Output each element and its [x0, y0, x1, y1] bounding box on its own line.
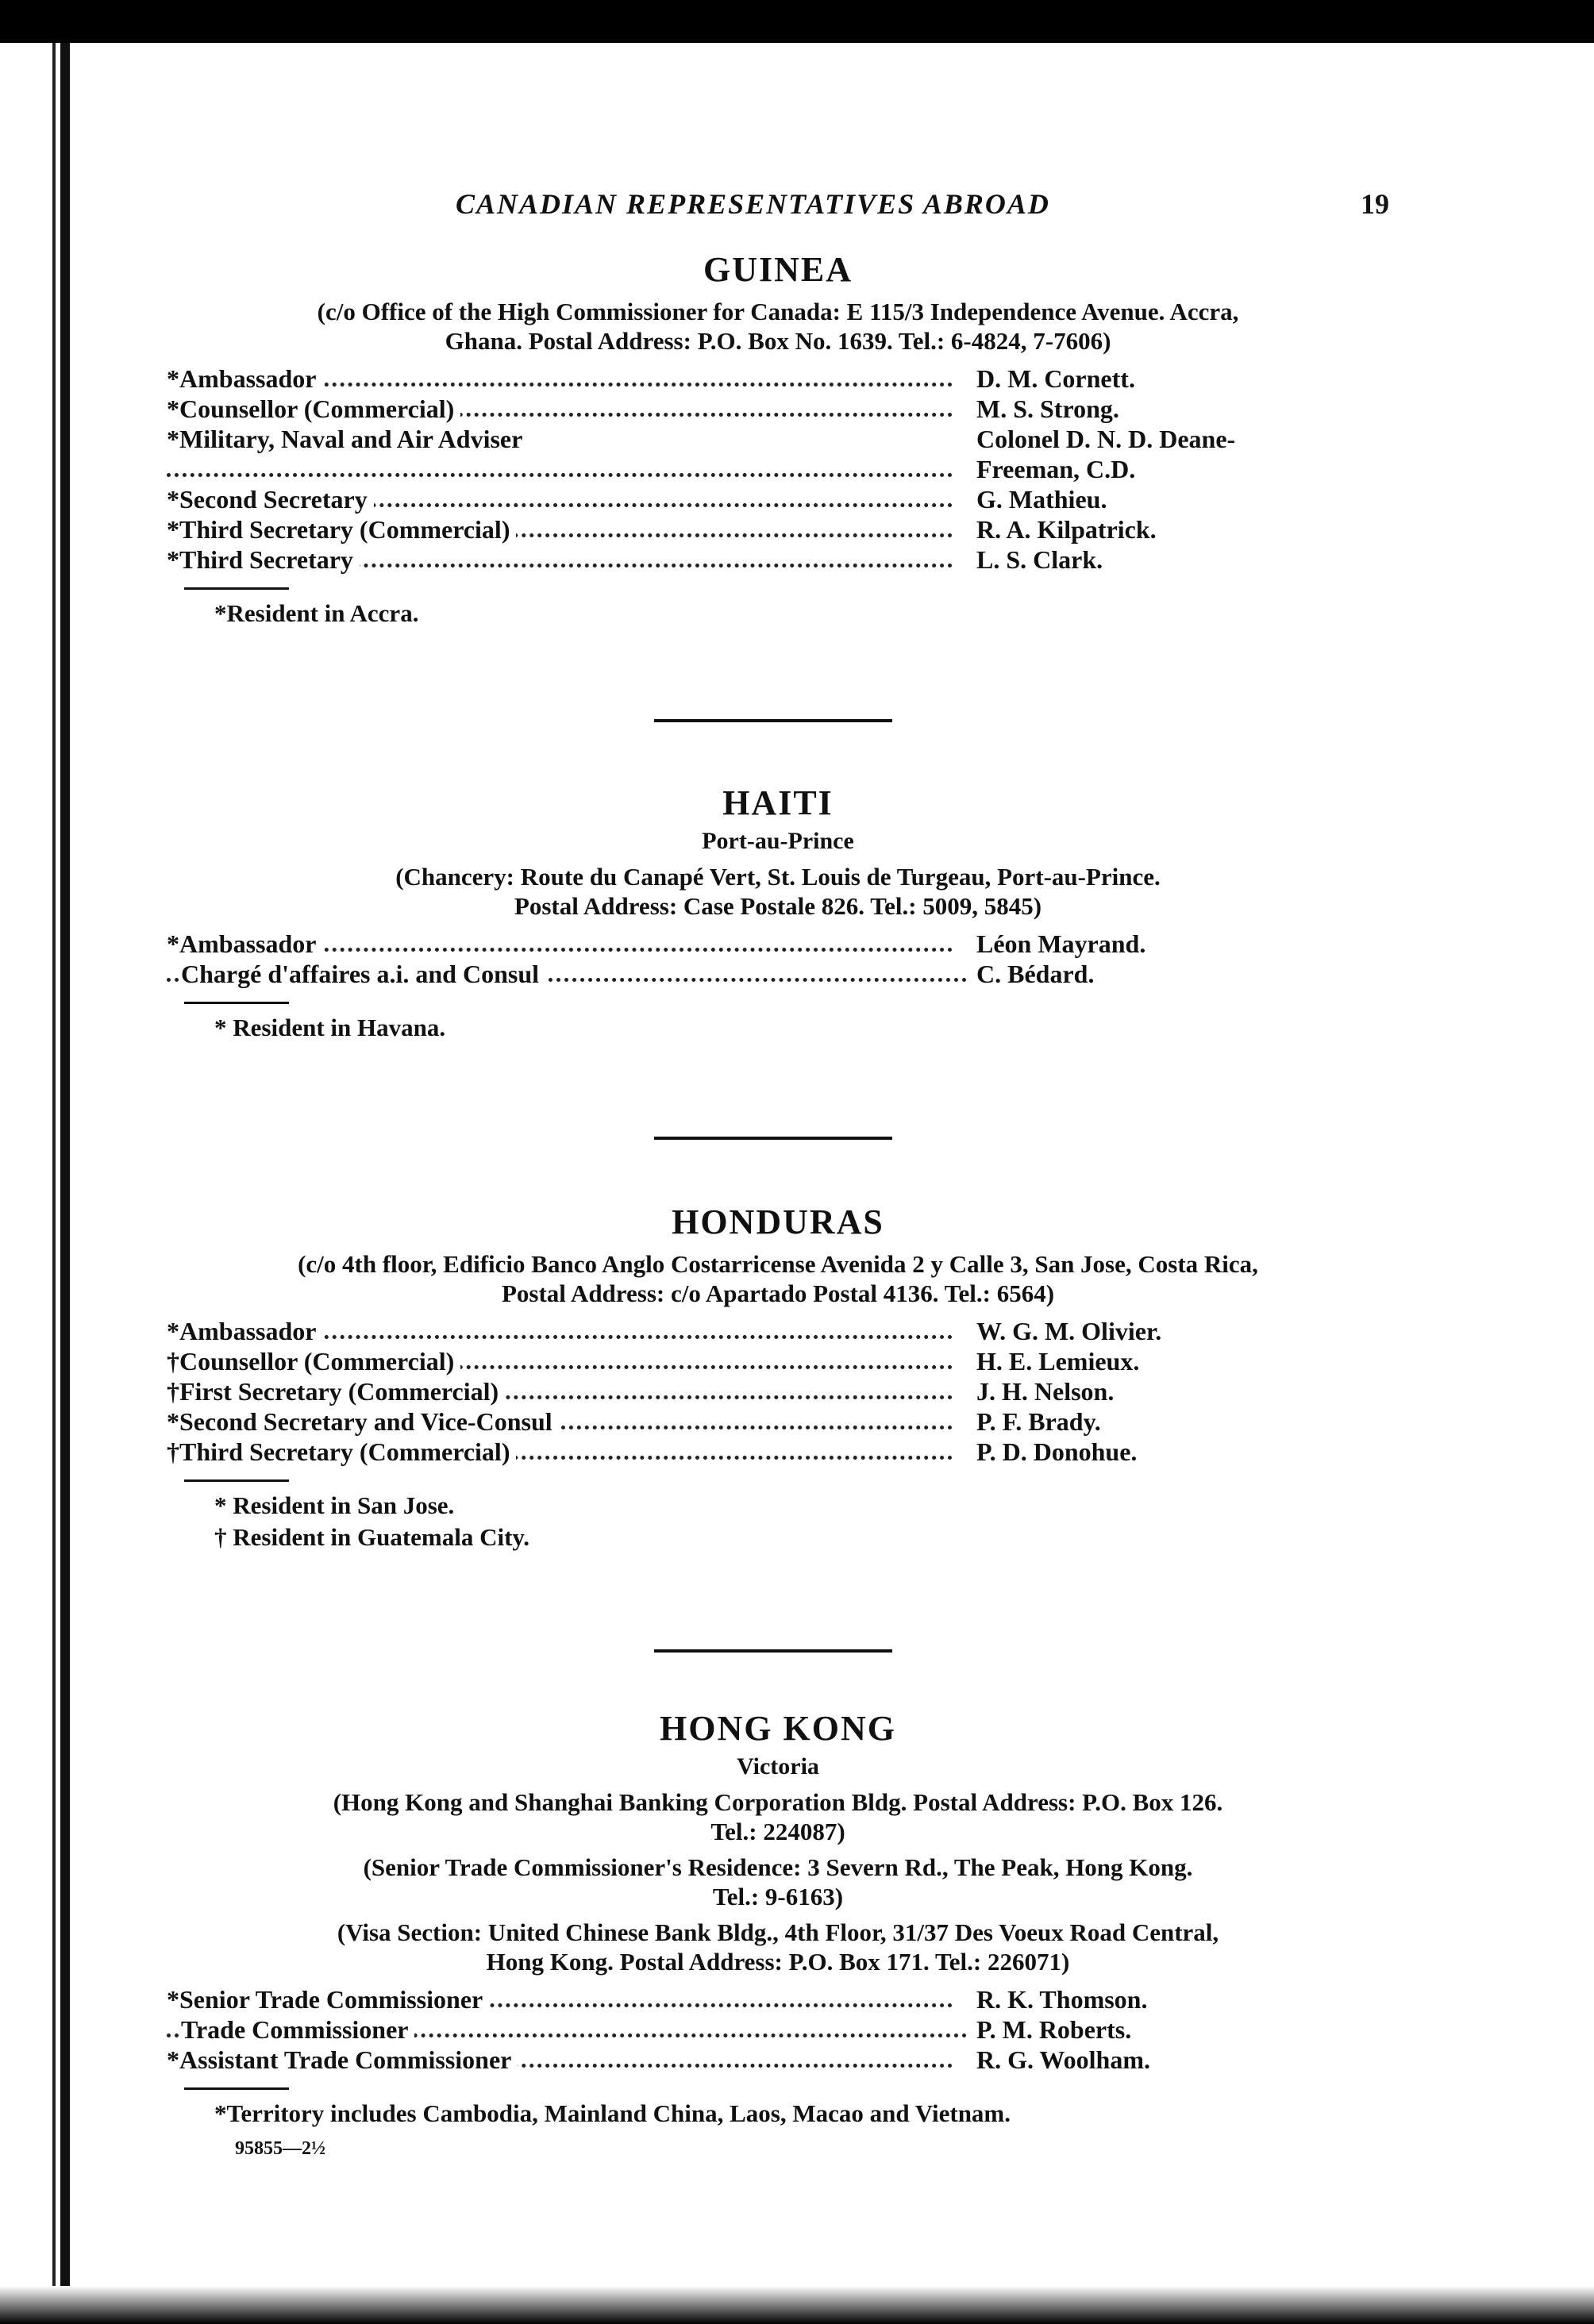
footnote: † Resident in Guatemala City. [214, 1523, 529, 1551]
staff-row [167, 424, 1389, 484]
country-heading: HAITI [722, 783, 834, 822]
position-label: *Ambassador [167, 929, 322, 958]
position-label: *Assistant Trade Commissioner [167, 2045, 518, 2074]
section-divider [654, 719, 892, 722]
footnote-rule [184, 587, 289, 590]
position-label: *Second Secretary and Vice-Consul [167, 1407, 559, 1436]
staff-name: W. G. M. Olivier. [976, 1317, 1162, 1345]
staff-name: R. A. Kilpatrick. [976, 515, 1157, 544]
country-heading: GUINEA [703, 250, 853, 289]
footnote: * Resident in Havana. [214, 1014, 446, 1041]
footnote: *Resident in Accra. [214, 599, 419, 627]
footnote-rule [184, 1002, 289, 1004]
section-guinea [167, 248, 1389, 629]
staff-name: R. G. Woolham. [976, 2045, 1150, 2074]
footnote-rule [184, 2087, 289, 2090]
staff-row [167, 514, 1389, 544]
position-label: Trade Commissioner [181, 2015, 414, 2044]
staff-name: P. M. Roberts. [976, 2015, 1132, 2044]
country-heading: HONDURAS [672, 1202, 884, 1241]
position-label: *Counsellor (Commercial) [167, 394, 460, 423]
address-line: Postal Address: Case Postale 826. Tel.: 5009, 5845) [514, 892, 1042, 920]
address-line: Postal Address: c/o Apartado Postal 4136. Tel.: 6564) [501, 1279, 1055, 1307]
staff-list [167, 1316, 1389, 1467]
footnote-rule [184, 1479, 289, 1482]
address-line: Tel.: 9-6163) [712, 1883, 844, 1910]
address-line: (Senior Trade Commissioner's Residence: 3 Severn Rd., The Peak, Hong Kong. [363, 1853, 1193, 1881]
staff-name: R. K. Thomson. [976, 1985, 1148, 2014]
address-line: (c/o 4th floor, Edificio Banco Anglo Costarricense Avenida 2 y Calle 3, San Jose, Costa Rica, [298, 1250, 1258, 1278]
section-hong-kong [167, 1706, 1389, 2130]
position-label: *Ambassador [167, 1317, 322, 1345]
staff-name: Léon Mayrand. [976, 929, 1146, 958]
position-label: *Senior Trade Commissioner [167, 1985, 489, 2014]
position-label: *Ambassador [167, 364, 322, 393]
staff-name: M. S. Strong. [976, 394, 1119, 423]
document-page [167, 0, 1389, 2324]
footnote: *Territory includes Cambodia, Mainland China, Laos, Macao and Vietnam. [214, 2099, 1011, 2127]
address-block [167, 1918, 1389, 1976]
position-label: †First Secretary (Commercial) [167, 1377, 505, 1406]
address-line: (Hong Kong and Shanghai Banking Corporation Bldg. Postal Address: P.O. Box 126. [333, 1788, 1223, 1816]
section-divider [654, 1649, 892, 1653]
position-label: *Third Secretary [167, 545, 360, 574]
staff-name: G. Mathieu. [976, 485, 1107, 514]
staff-row [167, 1316, 1389, 1346]
address-line: Hong Kong. Postal Address: P.O. Box 171. Tel.: 226071) [486, 1948, 1070, 1976]
position-label: †Third Secretary (Commercial) [167, 1437, 516, 1466]
running-header [167, 187, 1389, 222]
running-title: CANADIAN REPRESENTATIVES ABROAD [456, 188, 1050, 220]
staff-row [167, 959, 1389, 989]
address-line: Tel.: 224087) [710, 1818, 845, 1845]
address-line: (Chancery: Route du Canapé Vert, St. Louis de Turgeau, Port-au-Prince. [395, 863, 1161, 891]
staff-row [167, 544, 1389, 575]
staff-name: P. F. Brady. [976, 1407, 1101, 1436]
position-label: *Military, Naval and Air Adviser [167, 425, 529, 453]
staff-row [167, 394, 1389, 424]
staff-row [167, 1376, 1389, 1406]
address-block [167, 862, 1389, 921]
page-number: 19 [1361, 188, 1389, 220]
address-line: (Visa Section: United Chinese Bank Bldg., 4th Floor, 31/37 Des Voeux Road Central, [337, 1918, 1219, 1946]
position-label: *Second Secretary [167, 485, 374, 514]
staff-row [167, 1406, 1389, 1437]
address-line: (c/o Office of the High Commissioner for Canada: E 115/3 Independence Avenue. Accra, [317, 298, 1239, 325]
staff-row [167, 484, 1389, 514]
address-line: Ghana. Postal Address: P.O. Box No. 1639. Tel.: 6-4824, 7-7606) [445, 327, 1111, 355]
staff-row [167, 1437, 1389, 1467]
staff-name: J. H. Nelson. [976, 1377, 1115, 1406]
print-code: 95855—2½ [235, 2138, 325, 2159]
address-block [167, 1249, 1389, 1308]
staff-row [167, 364, 1389, 394]
staff-row [167, 1984, 1389, 2014]
country-heading: HONG KONG [660, 1709, 896, 1748]
footnote: * Resident in San Jose. [214, 1491, 455, 1519]
staff-list [167, 929, 1389, 989]
section-divider [654, 1137, 892, 1140]
staff-row [167, 1346, 1389, 1376]
staff-list [167, 364, 1389, 575]
staff-name: D. M. Cornett. [976, 364, 1135, 393]
address-block [167, 297, 1389, 356]
city-heading: Victoria [737, 1753, 819, 1780]
staff-name: P. D. Donohue. [976, 1437, 1138, 1466]
staff-name: L. S. Clark. [976, 545, 1103, 574]
position-label: †Counsellor (Commercial) [167, 1347, 460, 1376]
staff-row [167, 929, 1389, 959]
city-heading: Port-au-Prince [702, 828, 854, 854]
staff-name: Colonel D. N. D. Deane-Freeman, C.D. [976, 425, 1236, 483]
staff-name: H. E. Lemieux. [976, 1347, 1140, 1376]
position-label: *Third Secretary (Commercial) [167, 515, 516, 544]
address-block [167, 1853, 1389, 1911]
scan-binding-line [52, 43, 56, 2324]
address-block [167, 1787, 1389, 1846]
staff-row [167, 2014, 1389, 2045]
staff-name: C. Bédard. [976, 960, 1095, 988]
staff-list [167, 1984, 1389, 2075]
scan-binding-edge [60, 43, 70, 2324]
section-honduras [167, 1200, 1389, 1553]
position-label: Chargé d'affaires a.i. and Consul [181, 960, 545, 988]
staff-row [167, 2045, 1389, 2075]
section-haiti [167, 781, 1389, 1044]
